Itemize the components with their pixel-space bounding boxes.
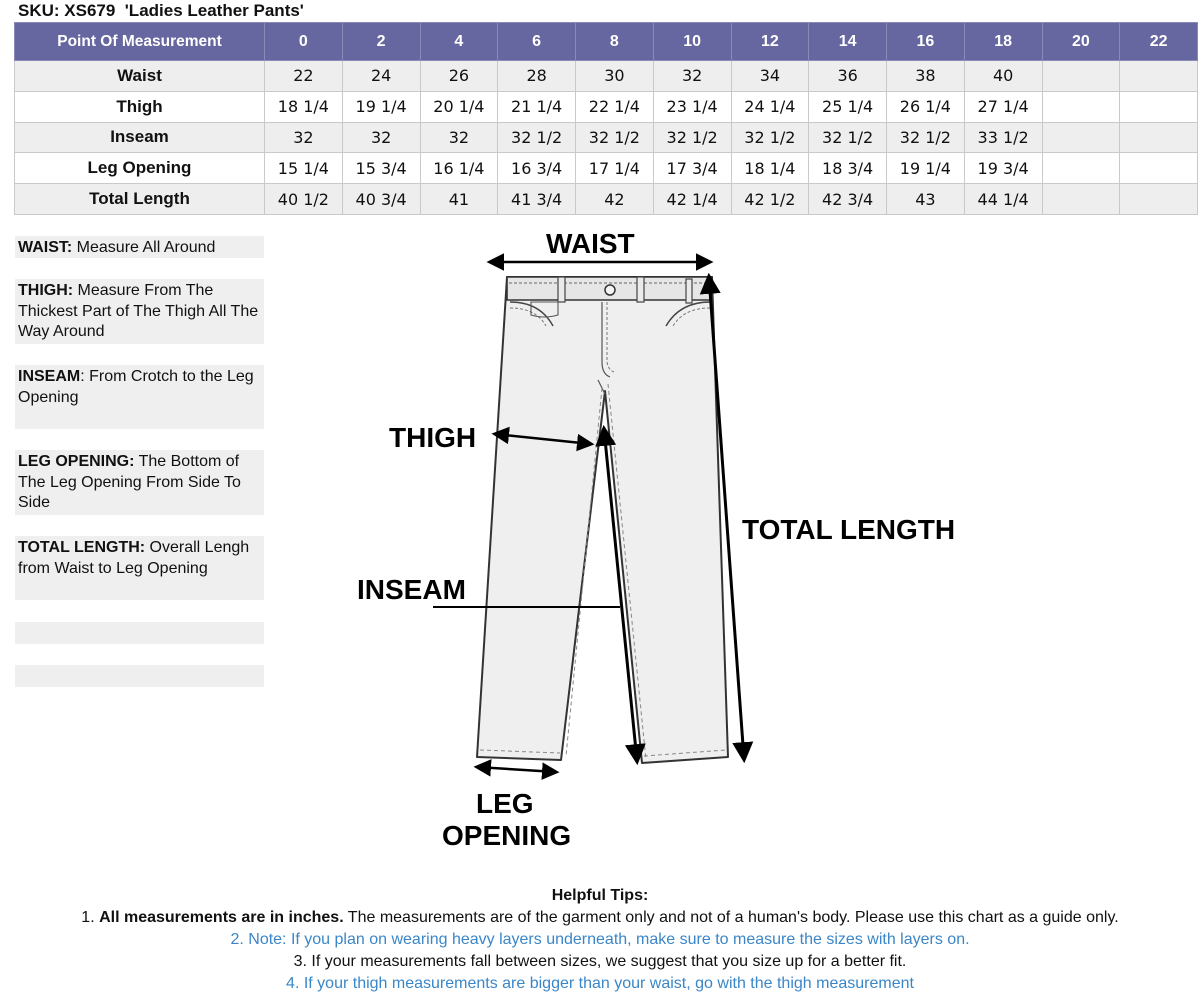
table-cell: 16 3/4 [498, 153, 576, 184]
table-cell: 24 1/4 [731, 91, 809, 122]
leg-opening-description [15, 450, 264, 515]
table-cell: 19 1/4 [887, 153, 965, 184]
tip-3: 3. If your measurements fall between sizes, we suggest that you size up for a better fit. [293, 953, 907, 970]
inseam-label: INSEAM [357, 574, 466, 605]
description-term: THIGH: [18, 282, 74, 299]
size-header: 16 [887, 23, 965, 61]
leg-opening-arrow [477, 767, 556, 772]
table-cell: 15 1/4 [265, 153, 343, 184]
helpful-tips [0, 885, 1200, 995]
size-header: 22 [1120, 23, 1198, 61]
table-cell: 32 1/2 [809, 122, 887, 153]
table-cell: 22 1/4 [576, 91, 654, 122]
belt-loop [686, 279, 692, 303]
table-cell: 21 1/4 [498, 91, 576, 122]
table-cell [1042, 184, 1120, 215]
inseam-description [15, 365, 264, 429]
table-cell: 18 1/4 [731, 153, 809, 184]
table-cell: 42 [576, 184, 654, 215]
table-row [15, 61, 1198, 92]
size-chart-table [14, 22, 1198, 215]
button-icon [605, 285, 615, 295]
description-text: Measure All Around [72, 239, 216, 256]
size-header: 8 [576, 23, 654, 61]
table-row [15, 122, 1198, 153]
tip-1-prefix: 1. [81, 909, 100, 926]
description-text: The Bottom of The Leg Opening From Side To Side [18, 453, 241, 511]
size-header: 20 [1042, 23, 1120, 61]
table-cell: 22 [265, 61, 343, 92]
table-cell: 16 1/4 [420, 153, 498, 184]
table-cell: 32 1/2 [731, 122, 809, 153]
thigh-description [15, 279, 264, 344]
table-cell: 34 [731, 61, 809, 92]
table-cell: 32 1/2 [498, 122, 576, 153]
table-cell [1042, 153, 1120, 184]
thigh-label: THIGH [389, 422, 477, 453]
table-row [15, 153, 1198, 184]
row-label: Waist [15, 61, 265, 92]
table-cell: 44 1/4 [964, 184, 1042, 215]
table-cell: 41 3/4 [498, 184, 576, 215]
table-cell: 32 [653, 61, 731, 92]
size-header: 14 [809, 23, 887, 61]
table-cell: 32 [342, 122, 420, 153]
tips-heading: Helpful Tips: [551, 887, 649, 904]
table-cell: 40 1/2 [265, 184, 343, 215]
tip-1 [0, 907, 1200, 929]
table-cell: 20 1/4 [420, 91, 498, 122]
size-header: 6 [498, 23, 576, 61]
table-cell: 25 1/4 [809, 91, 887, 122]
table-cell [1120, 91, 1198, 122]
table-cell: 30 [576, 61, 654, 92]
table-corner-header: Point Of Measurement [15, 23, 265, 61]
table-cell [1042, 91, 1120, 122]
table-cell: 27 1/4 [964, 91, 1042, 122]
table-cell [1042, 122, 1120, 153]
table-row [15, 91, 1198, 122]
table-cell: 32 [265, 122, 343, 153]
size-header: 2 [342, 23, 420, 61]
table-cell: 42 3/4 [809, 184, 887, 215]
table-cell: 33 1/2 [964, 122, 1042, 153]
table-cell: 32 1/2 [653, 122, 731, 153]
tip-1-bold: All measurements are in inches. [99, 909, 344, 926]
table-cell: 32 1/2 [887, 122, 965, 153]
size-header: 0 [265, 23, 343, 61]
table-cell: 40 3/4 [342, 184, 420, 215]
table-cell: 40 [964, 61, 1042, 92]
table-cell: 24 [342, 61, 420, 92]
table-cell: 17 3/4 [653, 153, 731, 184]
tip-2: 2. Note: If you plan on wearing heavy layers underneath, make sure to measure the sizes with layers on. [230, 931, 970, 948]
table-header-row [15, 23, 1198, 61]
table-cell: 43 [887, 184, 965, 215]
table-cell: 19 1/4 [342, 91, 420, 122]
description-text: Measure From The Thickest Part of The Thigh All The Way Around [18, 282, 259, 340]
table-cell: 15 3/4 [342, 153, 420, 184]
table-cell [1042, 61, 1120, 92]
table-cell: 18 3/4 [809, 153, 887, 184]
tip-4: 4. If your thigh measurements are bigger than your waist, go with the thigh measurement [286, 975, 914, 992]
description-text: Overall Lengh from Waist to Leg Opening [18, 539, 250, 577]
description-term: LEG OPENING: [18, 453, 135, 470]
description-term: TOTAL LENGTH: [18, 539, 146, 556]
sku-title: SKU: XS679 'Ladies Leather Pants' [18, 1, 304, 20]
size-header: 4 [420, 23, 498, 61]
leg-label: LEG [476, 788, 534, 819]
table-cell: 32 1/2 [576, 122, 654, 153]
waist-description [15, 236, 264, 258]
size-header: 18 [964, 23, 1042, 61]
table-body [15, 61, 1198, 215]
belt-loop [637, 277, 644, 302]
table-cell [1120, 122, 1198, 153]
table-cell [1120, 153, 1198, 184]
row-label: Total Length [15, 184, 265, 215]
table-cell: 32 [420, 122, 498, 153]
table-cell: 17 1/4 [576, 153, 654, 184]
size-header: 12 [731, 23, 809, 61]
table-cell: 36 [809, 61, 887, 92]
waist-label: WAIST [546, 228, 635, 259]
table-cell: 28 [498, 61, 576, 92]
table-cell [1120, 61, 1198, 92]
table-cell: 18 1/4 [265, 91, 343, 122]
total-length-label: TOTAL LENGTH [742, 514, 956, 545]
table-cell: 41 [420, 184, 498, 215]
blank-description-row [15, 622, 264, 644]
tip-1-rest: The measurements are of the garment only and not of a human's body. Please use this chart as a guide only. [343, 909, 1119, 926]
table-cell [1120, 184, 1198, 215]
opening-label: OPENING [442, 820, 572, 851]
table-cell: 23 1/4 [653, 91, 731, 122]
total-length-description [15, 536, 264, 600]
description-term: INSEAM [18, 368, 81, 385]
table-cell: 26 [420, 61, 498, 92]
table-cell: 42 1/2 [731, 184, 809, 215]
size-header: 10 [653, 23, 731, 61]
description-term: WAIST: [18, 239, 73, 256]
blank-description-row [15, 665, 264, 687]
table-cell: 26 1/4 [887, 91, 965, 122]
row-label: Inseam [15, 122, 265, 153]
table-cell: 42 1/4 [653, 184, 731, 215]
row-label: Thigh [15, 91, 265, 122]
table-cell: 19 3/4 [964, 153, 1042, 184]
table-cell: 38 [887, 61, 965, 92]
description-text: : From Crotch to the Leg Opening [18, 368, 254, 406]
table-row [15, 184, 1198, 215]
row-label: Leg Opening [15, 153, 265, 184]
measurement-diagram [340, 222, 1000, 862]
belt-loop [558, 277, 565, 302]
